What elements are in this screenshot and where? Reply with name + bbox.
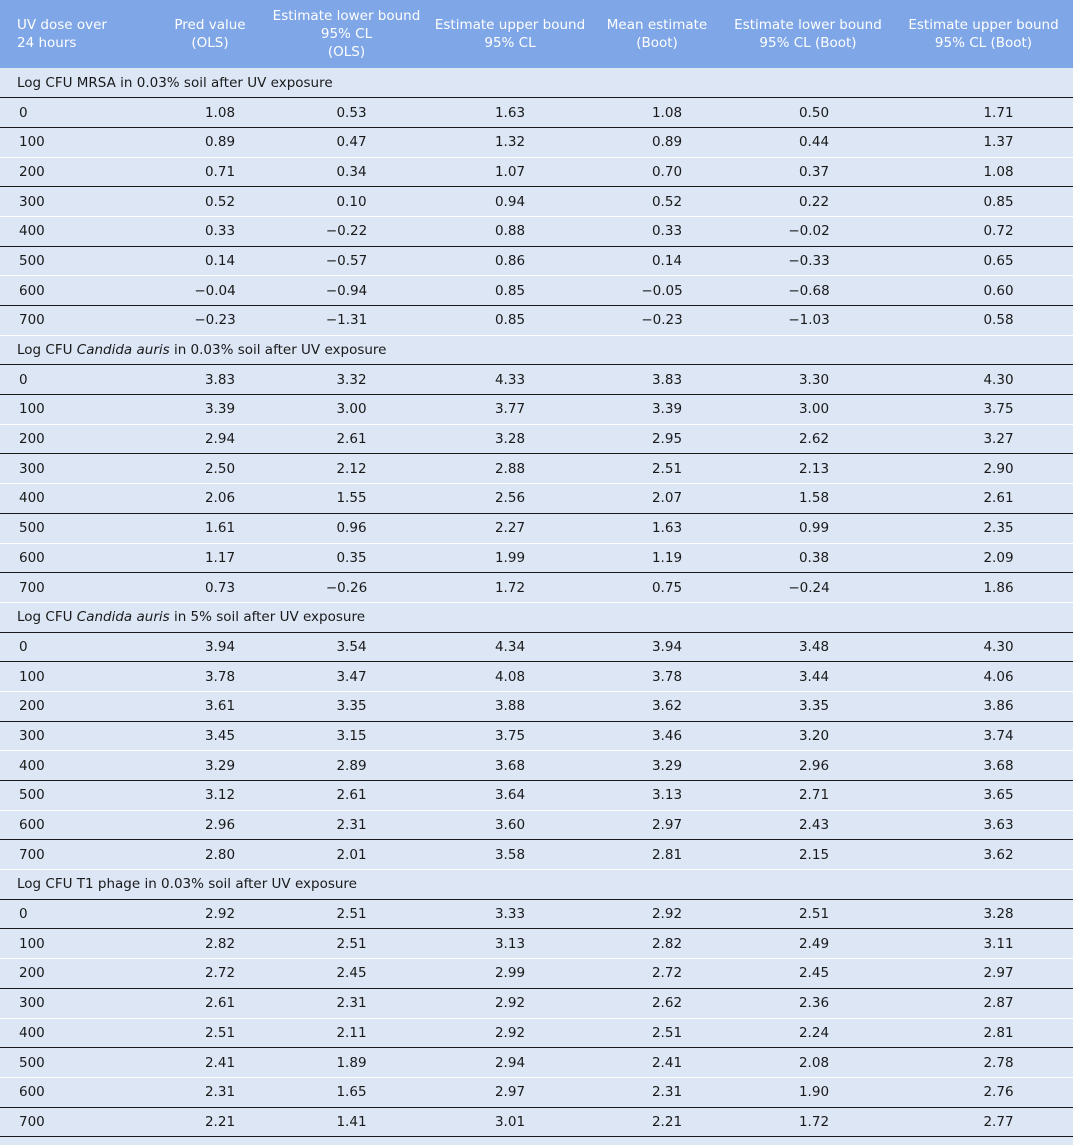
cell-lower-bound-boot: 0.44 <box>722 127 894 157</box>
cell-lower-bound-boot: 0.38 <box>722 543 894 573</box>
cell-mean-estimate-boot: 2.07 <box>592 484 722 514</box>
cell-upper-bound: 2.99 <box>428 959 592 989</box>
table-row <box>0 988 1073 1018</box>
cell-upper-bound-boot: 0.65 <box>894 246 1073 276</box>
section-title-organism: Candida auris <box>76 609 170 626</box>
section-title-organism: Candida auris <box>76 342 170 359</box>
cell-mean-estimate-boot: 2.97 <box>592 810 722 840</box>
cell-pred-value-ols: 0.71 <box>155 157 265 187</box>
cell-lower-bound-ols: 3.15 <box>265 721 428 751</box>
cell-mean-estimate-boot: 2.62 <box>592 988 722 1018</box>
cell-lower-bound-boot: 2.13 <box>722 454 894 484</box>
cell-pred-value-ols: 2.51 <box>155 1018 265 1048</box>
cell-uv-dose: 300 <box>0 454 155 484</box>
cell-pred-value-ols: 2.50 <box>155 454 265 484</box>
cell-lower-bound-ols: 2.31 <box>265 988 428 1018</box>
cell-lower-bound-ols: 2.61 <box>265 424 428 454</box>
cell-uv-dose: 700 <box>0 1107 155 1137</box>
cell-uv-dose: 200 <box>0 959 155 989</box>
cell-lower-bound-ols: −0.94 <box>265 276 428 306</box>
cell-pred-value-ols: 2.31 <box>155 1077 265 1107</box>
cell-lower-bound-ols: −0.57 <box>265 246 428 276</box>
section-header-row <box>0 870 1073 900</box>
cell-mean-estimate-boot: 3.13 <box>592 781 722 811</box>
cell-upper-bound-boot: 2.09 <box>894 543 1073 573</box>
cell-upper-bound-boot: 3.68 <box>894 751 1073 781</box>
cell-lower-bound-ols: 1.55 <box>265 484 428 514</box>
cell-lower-bound-boot: 3.48 <box>722 632 894 662</box>
cell-upper-bound: 1.07 <box>428 157 592 187</box>
cell-pred-value-ols: 2.06 <box>155 484 265 514</box>
cell-lower-bound-ols: 1.41 <box>265 1107 428 1137</box>
table-row <box>0 98 1073 128</box>
cell-upper-bound: 4.08 <box>428 662 592 692</box>
col-header-lower-bound-boot: Estimate lower bound 95% CL (Boot) <box>734 17 882 51</box>
cell-lower-bound-ols: −0.22 <box>265 216 428 246</box>
cell-mean-estimate-boot: 3.94 <box>592 632 722 662</box>
table-row <box>0 187 1073 217</box>
cell-pred-value-ols: 3.61 <box>155 691 265 721</box>
cell-upper-bound: 2.94 <box>428 1048 592 1078</box>
cell-mean-estimate-boot: 2.81 <box>592 840 722 870</box>
section-title-text: Log CFU <box>17 342 77 359</box>
cell-uv-dose: 500 <box>0 1048 155 1078</box>
cell-upper-bound: 0.88 <box>428 216 592 246</box>
cell-mean-estimate-boot: 2.21 <box>592 1107 722 1137</box>
cell-upper-bound-boot: 1.86 <box>894 573 1073 603</box>
cell-uv-dose: 400 <box>0 484 155 514</box>
cell-mean-estimate-boot: 3.39 <box>592 395 722 425</box>
cell-uv-dose: 500 <box>0 246 155 276</box>
header-row <box>0 0 1073 68</box>
cell-uv-dose: 300 <box>0 988 155 1018</box>
cell-pred-value-ols: 0.14 <box>155 246 265 276</box>
cell-lower-bound-boot: 1.72 <box>722 1107 894 1137</box>
cell-uv-dose: 100 <box>0 662 155 692</box>
section-title <box>0 68 1073 98</box>
cell-uv-dose: 400 <box>0 216 155 246</box>
table-row <box>0 929 1073 959</box>
cell-lower-bound-boot: 1.58 <box>722 484 894 514</box>
cell-uv-dose: 0 <box>0 365 155 395</box>
col-header-uv-dose: UV dose over 24 hours <box>17 17 107 51</box>
table-row <box>0 306 1073 336</box>
cell-upper-bound-boot: 3.86 <box>894 691 1073 721</box>
cell-pred-value-ols: 3.83 <box>155 365 265 395</box>
cell-upper-bound-boot: 2.97 <box>894 959 1073 989</box>
cell-lower-bound-ols: 2.51 <box>265 929 428 959</box>
table-row <box>0 216 1073 246</box>
cell-mean-estimate-boot: 3.83 <box>592 365 722 395</box>
table-row <box>0 691 1073 721</box>
cell-upper-bound: 3.33 <box>428 899 592 929</box>
cell-lower-bound-ols: 2.12 <box>265 454 428 484</box>
cell-pred-value-ols: 2.61 <box>155 988 265 1018</box>
cell-uv-dose: 200 <box>0 691 155 721</box>
cell-lower-bound-ols: 0.34 <box>265 157 428 187</box>
cell-upper-bound: 3.28 <box>428 424 592 454</box>
cell-mean-estimate-boot: 2.31 <box>592 1077 722 1107</box>
section-title-text: Log CFU T1 phage in 0.03% soil after UV exposure <box>17 876 357 893</box>
cell-upper-bound: 3.88 <box>428 691 592 721</box>
cell-upper-bound: 3.01 <box>428 1107 592 1137</box>
cell-upper-bound-boot: 2.90 <box>894 454 1073 484</box>
cell-mean-estimate-boot: −0.05 <box>592 276 722 306</box>
cell-pred-value-ols: −0.23 <box>155 306 265 336</box>
cell-lower-bound-boot: 3.30 <box>722 365 894 395</box>
cell-upper-bound: 1.32 <box>428 127 592 157</box>
cell-pred-value-ols: 1.17 <box>155 543 265 573</box>
table-row <box>0 573 1073 603</box>
table-body <box>0 68 1073 1137</box>
cell-pred-value-ols: 2.72 <box>155 959 265 989</box>
cell-pred-value-ols: 3.94 <box>155 632 265 662</box>
cell-upper-bound-boot: 3.11 <box>894 929 1073 959</box>
cell-upper-bound-boot: 3.28 <box>894 899 1073 929</box>
cell-lower-bound-boot: 3.00 <box>722 395 894 425</box>
cell-pred-value-ols: 2.80 <box>155 840 265 870</box>
cell-lower-bound-boot: 0.22 <box>722 187 894 217</box>
cell-mean-estimate-boot: 2.41 <box>592 1048 722 1078</box>
cell-lower-bound-boot: 2.49 <box>722 929 894 959</box>
cell-lower-bound-boot: 2.08 <box>722 1048 894 1078</box>
cell-pred-value-ols: 2.41 <box>155 1048 265 1078</box>
cell-mean-estimate-boot: 2.51 <box>592 1018 722 1048</box>
cell-mean-estimate-boot: 0.70 <box>592 157 722 187</box>
cell-lower-bound-ols: 3.00 <box>265 395 428 425</box>
cell-upper-bound-boot: 0.72 <box>894 216 1073 246</box>
cell-lower-bound-ols: 0.53 <box>265 98 428 128</box>
cell-mean-estimate-boot: 0.89 <box>592 127 722 157</box>
cell-uv-dose: 0 <box>0 632 155 662</box>
cell-pred-value-ols: 3.45 <box>155 721 265 751</box>
table-row <box>0 781 1073 811</box>
cell-upper-bound-boot: 0.60 <box>894 276 1073 306</box>
cell-mean-estimate-boot: 1.08 <box>592 98 722 128</box>
cell-lower-bound-ols: 0.10 <box>265 187 428 217</box>
section-title <box>0 602 1073 632</box>
section-title-text: Log CFU MRSA in 0.03% soil after UV exposure <box>17 74 333 91</box>
cell-upper-bound-boot: 2.76 <box>894 1077 1073 1107</box>
cell-lower-bound-boot: 0.37 <box>722 157 894 187</box>
cell-upper-bound: 4.33 <box>428 365 592 395</box>
cell-pred-value-ols: 3.78 <box>155 662 265 692</box>
cell-lower-bound-ols: 2.01 <box>265 840 428 870</box>
table-row <box>0 157 1073 187</box>
col-header-upper-bound-boot: Estimate upper bound 95% CL (Boot) <box>908 17 1059 51</box>
cell-lower-bound-boot: 2.43 <box>722 810 894 840</box>
cell-upper-bound: 1.99 <box>428 543 592 573</box>
cell-uv-dose: 300 <box>0 187 155 217</box>
cell-lower-bound-boot: 2.51 <box>722 899 894 929</box>
table-row <box>0 395 1073 425</box>
table-row <box>0 721 1073 751</box>
cell-lower-bound-ols: 3.35 <box>265 691 428 721</box>
cell-uv-dose: 100 <box>0 127 155 157</box>
cell-upper-bound-boot: 1.37 <box>894 127 1073 157</box>
cell-lower-bound-ols: 0.35 <box>265 543 428 573</box>
cell-lower-bound-ols: 3.47 <box>265 662 428 692</box>
cell-mean-estimate-boot: 0.33 <box>592 216 722 246</box>
cell-mean-estimate-boot: 2.82 <box>592 929 722 959</box>
cell-lower-bound-boot: 1.90 <box>722 1077 894 1107</box>
cell-pred-value-ols: 0.89 <box>155 127 265 157</box>
cell-pred-value-ols: 2.96 <box>155 810 265 840</box>
table-header <box>0 0 1073 68</box>
cell-lower-bound-ols: 2.89 <box>265 751 428 781</box>
cell-lower-bound-boot: 2.71 <box>722 781 894 811</box>
cell-upper-bound-boot: 4.30 <box>894 632 1073 662</box>
cell-mean-estimate-boot: 2.51 <box>592 454 722 484</box>
cell-lower-bound-boot: 3.20 <box>722 721 894 751</box>
cell-uv-dose: 700 <box>0 840 155 870</box>
cell-uv-dose: 600 <box>0 810 155 840</box>
cell-lower-bound-ols: −1.31 <box>265 306 428 336</box>
section-title-suffix: in 5% soil after UV exposure <box>169 609 366 626</box>
cell-upper-bound: 3.58 <box>428 840 592 870</box>
section-title <box>0 870 1073 900</box>
cell-pred-value-ols: 1.08 <box>155 98 265 128</box>
cell-mean-estimate-boot: 2.92 <box>592 899 722 929</box>
cell-lower-bound-ols: 2.61 <box>265 781 428 811</box>
table-row <box>0 1048 1073 1078</box>
table-row <box>0 424 1073 454</box>
cell-lower-bound-boot: 2.15 <box>722 840 894 870</box>
cell-upper-bound-boot: 3.65 <box>894 781 1073 811</box>
col-header-lower-bound-ols: Estimate lower bound 95% CL (OLS) <box>272 8 421 60</box>
cell-mean-estimate-boot: 0.14 <box>592 246 722 276</box>
cell-lower-bound-ols: −0.26 <box>265 573 428 603</box>
cell-mean-estimate-boot: 3.78 <box>592 662 722 692</box>
cell-upper-bound: 3.64 <box>428 781 592 811</box>
cell-mean-estimate-boot: 2.72 <box>592 959 722 989</box>
table-row <box>0 840 1073 870</box>
cell-pred-value-ols: 1.61 <box>155 513 265 543</box>
cell-upper-bound-boot: 1.08 <box>894 157 1073 187</box>
table-row <box>0 1107 1073 1137</box>
cell-pred-value-ols: −0.04 <box>155 276 265 306</box>
cell-lower-bound-ols: 0.96 <box>265 513 428 543</box>
cell-mean-estimate-boot: −0.23 <box>592 306 722 336</box>
cell-lower-bound-boot: 2.36 <box>722 988 894 1018</box>
cell-lower-bound-boot: −1.03 <box>722 306 894 336</box>
cell-lower-bound-ols: 2.51 <box>265 899 428 929</box>
cell-upper-bound-boot: 2.78 <box>894 1048 1073 1078</box>
cell-pred-value-ols: 0.73 <box>155 573 265 603</box>
cell-uv-dose: 500 <box>0 781 155 811</box>
table-row <box>0 484 1073 514</box>
table-row <box>0 454 1073 484</box>
cell-uv-dose: 700 <box>0 306 155 336</box>
cell-mean-estimate-boot: 0.52 <box>592 187 722 217</box>
cell-upper-bound: 0.94 <box>428 187 592 217</box>
section-header-row <box>0 602 1073 632</box>
cell-mean-estimate-boot: 3.29 <box>592 751 722 781</box>
cell-uv-dose: 400 <box>0 751 155 781</box>
cell-pred-value-ols: 0.52 <box>155 187 265 217</box>
cell-lower-bound-boot: −0.24 <box>722 573 894 603</box>
cell-lower-bound-ols: 2.45 <box>265 959 428 989</box>
cell-upper-bound-boot: 4.06 <box>894 662 1073 692</box>
cell-uv-dose: 600 <box>0 276 155 306</box>
cell-uv-dose: 300 <box>0 721 155 751</box>
cell-uv-dose: 100 <box>0 395 155 425</box>
cell-upper-bound-boot: 3.75 <box>894 395 1073 425</box>
cell-pred-value-ols: 3.39 <box>155 395 265 425</box>
cell-lower-bound-ols: 2.31 <box>265 810 428 840</box>
cell-upper-bound-boot: 2.87 <box>894 988 1073 1018</box>
cell-lower-bound-boot: −0.68 <box>722 276 894 306</box>
cell-lower-bound-boot: 2.62 <box>722 424 894 454</box>
cell-lower-bound-boot: 3.44 <box>722 662 894 692</box>
cell-upper-bound-boot: 3.63 <box>894 810 1073 840</box>
cell-lower-bound-boot: −0.33 <box>722 246 894 276</box>
cell-mean-estimate-boot: 1.63 <box>592 513 722 543</box>
col-header-upper-bound: Estimate upper bound 95% CL <box>434 17 586 51</box>
table-row <box>0 127 1073 157</box>
cell-upper-bound: 2.88 <box>428 454 592 484</box>
cell-upper-bound-boot: 2.77 <box>894 1107 1073 1137</box>
section-header-row <box>0 68 1073 98</box>
cell-uv-dose: 200 <box>0 157 155 187</box>
cell-upper-bound: 2.92 <box>428 988 592 1018</box>
cell-uv-dose: 0 <box>0 899 155 929</box>
cell-lower-bound-ols: 3.54 <box>265 632 428 662</box>
cell-mean-estimate-boot: 3.46 <box>592 721 722 751</box>
cell-uv-dose: 200 <box>0 424 155 454</box>
cell-upper-bound-boot: 4.30 <box>894 365 1073 395</box>
cell-upper-bound: 2.27 <box>428 513 592 543</box>
table-row <box>0 543 1073 573</box>
cell-upper-bound-boot: 3.74 <box>894 721 1073 751</box>
section-header-row <box>0 335 1073 365</box>
cell-upper-bound-boot: 3.27 <box>894 424 1073 454</box>
cell-upper-bound-boot: 0.58 <box>894 306 1073 336</box>
cell-upper-bound: 3.13 <box>428 929 592 959</box>
section-title <box>0 335 1073 365</box>
table-row <box>0 513 1073 543</box>
table-row <box>0 662 1073 692</box>
cell-upper-bound: 3.68 <box>428 751 592 781</box>
cell-lower-bound-boot: −0.02 <box>722 216 894 246</box>
cell-upper-bound: 3.60 <box>428 810 592 840</box>
cell-mean-estimate-boot: 0.75 <box>592 573 722 603</box>
cell-upper-bound: 2.97 <box>428 1077 592 1107</box>
table-row <box>0 632 1073 662</box>
table-row <box>0 751 1073 781</box>
cell-lower-bound-ols: 3.32 <box>265 365 428 395</box>
table-row <box>0 959 1073 989</box>
table-row <box>0 1077 1073 1107</box>
cell-lower-bound-boot: 2.24 <box>722 1018 894 1048</box>
cell-uv-dose: 0 <box>0 98 155 128</box>
cell-lower-bound-ols: 1.89 <box>265 1048 428 1078</box>
cell-lower-bound-ols: 1.65 <box>265 1077 428 1107</box>
cell-upper-bound-boot: 2.35 <box>894 513 1073 543</box>
cell-upper-bound: 0.85 <box>428 306 592 336</box>
cell-upper-bound: 1.72 <box>428 573 592 603</box>
cell-upper-bound-boot: 2.61 <box>894 484 1073 514</box>
cell-lower-bound-boot: 2.45 <box>722 959 894 989</box>
cell-uv-dose: 100 <box>0 929 155 959</box>
cell-uv-dose: 600 <box>0 1077 155 1107</box>
cell-upper-bound: 2.92 <box>428 1018 592 1048</box>
cell-pred-value-ols: 3.12 <box>155 781 265 811</box>
cell-pred-value-ols: 2.21 <box>155 1107 265 1137</box>
cell-upper-bound: 0.86 <box>428 246 592 276</box>
cell-lower-bound-boot: 2.96 <box>722 751 894 781</box>
table-row <box>0 810 1073 840</box>
cell-pred-value-ols: 2.82 <box>155 929 265 959</box>
cell-uv-dose: 600 <box>0 543 155 573</box>
cell-upper-bound-boot: 1.71 <box>894 98 1073 128</box>
cell-mean-estimate-boot: 1.19 <box>592 543 722 573</box>
cell-upper-bound: 3.77 <box>428 395 592 425</box>
cell-pred-value-ols: 2.92 <box>155 899 265 929</box>
cell-mean-estimate-boot: 3.62 <box>592 691 722 721</box>
table-row <box>0 1018 1073 1048</box>
col-header-pred-value-ols: Pred value (OLS) <box>174 17 246 51</box>
cell-pred-value-ols: 3.29 <box>155 751 265 781</box>
cell-uv-dose: 700 <box>0 573 155 603</box>
cell-upper-bound: 0.85 <box>428 276 592 306</box>
cell-pred-value-ols: 2.94 <box>155 424 265 454</box>
cell-upper-bound: 1.63 <box>428 98 592 128</box>
cell-upper-bound-boot: 2.81 <box>894 1018 1073 1048</box>
cell-lower-bound-boot: 0.50 <box>722 98 894 128</box>
cell-lower-bound-boot: 0.99 <box>722 513 894 543</box>
table-row <box>0 276 1073 306</box>
cell-upper-bound: 4.34 <box>428 632 592 662</box>
section-title-text: Log CFU <box>17 609 77 626</box>
cell-upper-bound-boot: 0.85 <box>894 187 1073 217</box>
cell-uv-dose: 500 <box>0 513 155 543</box>
col-header-mean-estimate-boot: Mean estimate (Boot) <box>606 17 708 51</box>
cell-mean-estimate-boot: 2.95 <box>592 424 722 454</box>
cell-lower-bound-boot: 3.35 <box>722 691 894 721</box>
cell-pred-value-ols: 0.33 <box>155 216 265 246</box>
table-row <box>0 899 1073 929</box>
cell-lower-bound-ols: 0.47 <box>265 127 428 157</box>
table-row <box>0 365 1073 395</box>
cell-lower-bound-ols: 2.11 <box>265 1018 428 1048</box>
cell-uv-dose: 400 <box>0 1018 155 1048</box>
cell-upper-bound-boot: 3.62 <box>894 840 1073 870</box>
section-title-suffix: in 0.03% soil after UV exposure <box>169 342 387 359</box>
table-row <box>0 246 1073 276</box>
cell-upper-bound: 2.56 <box>428 484 592 514</box>
cell-upper-bound: 3.75 <box>428 721 592 751</box>
